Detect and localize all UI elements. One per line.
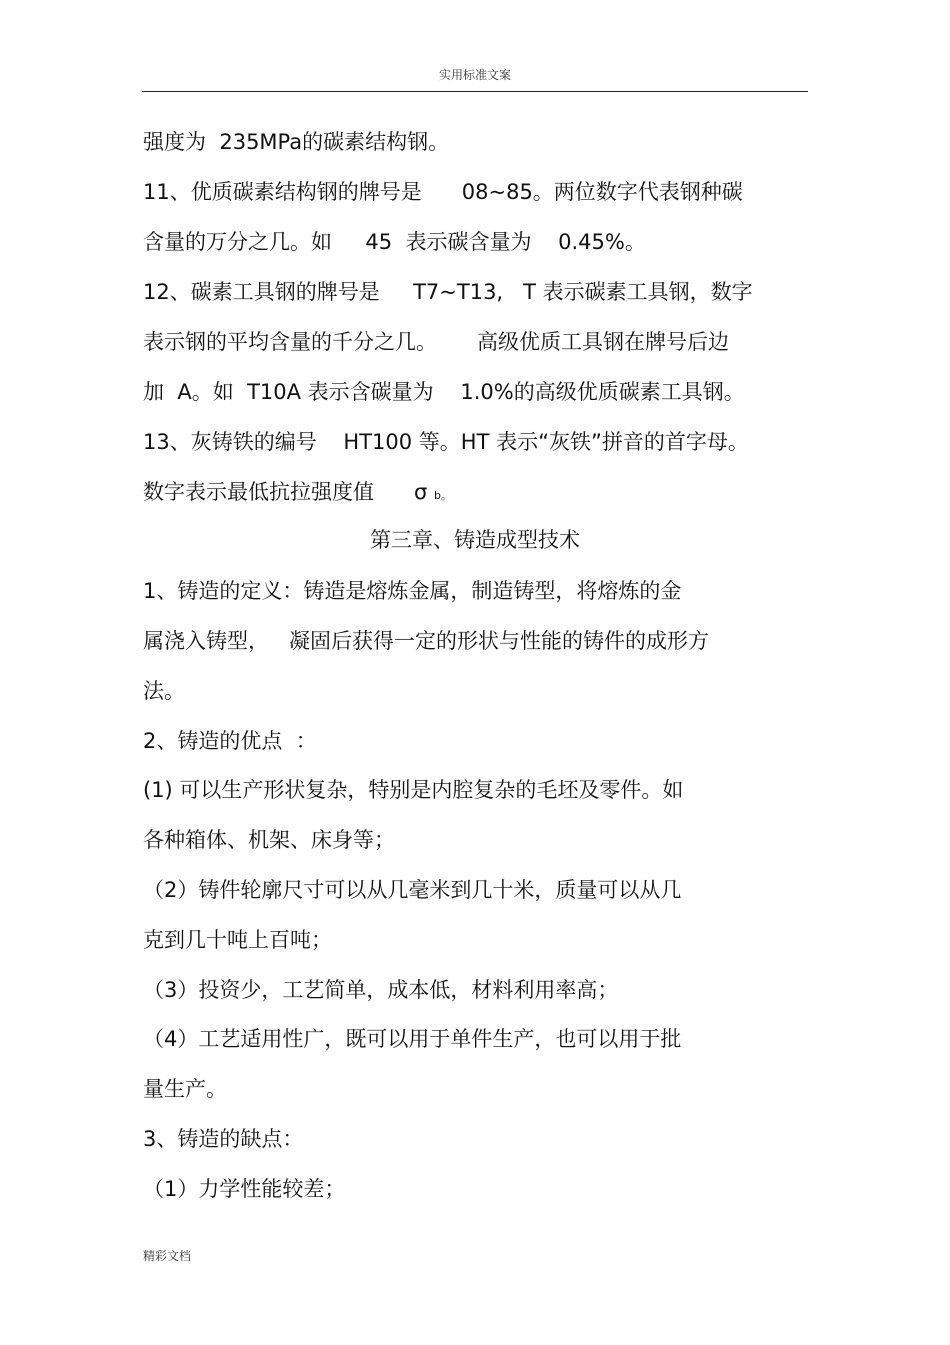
text-line: 克到几十吨上百吨； xyxy=(143,928,332,952)
text-line: 属浇入铸型， 凝固后获得一定的形状与性能的铸件的成形方 xyxy=(143,629,710,653)
text-line: 强度为 235MPa的碳素结构钢。 xyxy=(143,130,450,154)
text-line: 1、铸造的定义：铸造是熔炼金属，制造铸型，将熔炼的金 xyxy=(143,579,682,603)
text-line: 加 A。如 T10A 表示含碳量为 1.0%的高级优质碳素工具钢。 xyxy=(143,380,745,404)
text-line: 各种箱体、机架、床身等； xyxy=(143,828,395,852)
text-line: 11、优质碳素结构钢的牌号是 08~85。两位数字代表钢种碳 xyxy=(143,180,743,204)
text-line: 2、铸造的优点 ： xyxy=(143,729,317,753)
text-line: 法。 xyxy=(143,679,185,703)
text-line: 含量的万分之几。如 45 表示碳含量为 0.45%。 xyxy=(143,230,646,254)
text-line: (1) 可以生产形状复杂，特别是内腔复杂的毛坯及零件。如 xyxy=(143,778,684,802)
text-segment: 数字表示最低抗拉强度值 σ xyxy=(143,480,435,504)
text-line: 3、铸造的缺点： xyxy=(143,1127,304,1151)
text-line: 表示钢的平均含量的千分之几。 高级优质工具钢在牌号后边 xyxy=(143,330,730,354)
text-line: （3）投资少，工艺简单，成本低，材料利用率高； xyxy=(143,978,619,1002)
page-header: 实用标准文案 xyxy=(438,68,511,82)
text-line: （4）工艺适用性广，既可以用于单件生产，也可以用于批 xyxy=(143,1027,682,1051)
text-line: 13、灰铸铁的编号 HT100 等。HT 表示“灰铁”拼音的首字母。 xyxy=(143,430,749,454)
text-line: 12、碳素工具钢的牌号是 T7~T13, T 表示碳素工具钢，数字 xyxy=(143,280,753,304)
page-footer: 精彩文档 xyxy=(143,1249,192,1263)
text-line: （1）力学性能较差； xyxy=(143,1177,346,1201)
sigma-subscript: b。 xyxy=(434,489,453,502)
text-line-sigma xyxy=(143,477,452,511)
chapter-title: 第三章、铸造成型技术 xyxy=(370,528,580,552)
text-line: 量生产。 xyxy=(143,1077,227,1101)
text-line: （2）铸件轮廓尺寸可以从几毫米到几十米，质量可以从几 xyxy=(143,878,682,902)
header-divider xyxy=(142,91,808,92)
